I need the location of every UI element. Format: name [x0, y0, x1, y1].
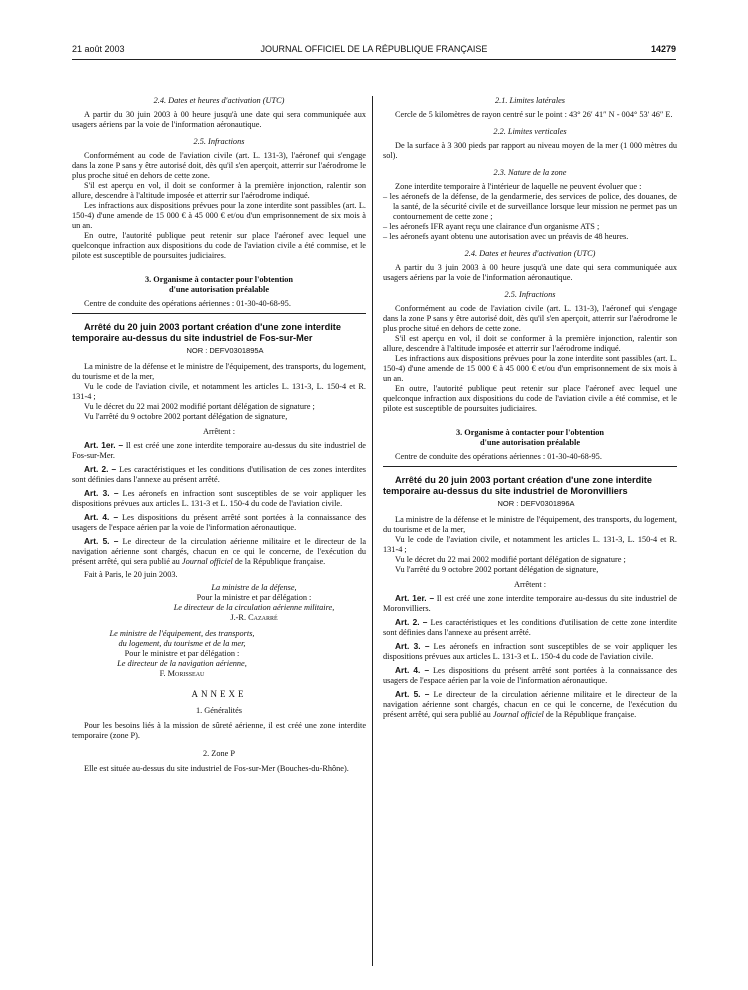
article-label: Art. 4. – [84, 512, 119, 522]
article-text: Les caractéristiques et les conditions d'utilisation de cette zone interdite sont définies dans l'annexe au présent arrêté. [383, 618, 677, 637]
list-item: – les aéronefs de la défense, de la gendarmerie, des services de police, des douanes, de la santé, de la sécurité civile et de surveillance lorsque leur mission ne permet pas un contournement de cette zone ; [383, 192, 677, 221]
article-4 [72, 512, 366, 533]
paragraph: Zone interdite temporaire à l'intérieur de laquelle ne peuvent évoluer que : [395, 182, 642, 191]
paragraph: Conformément au code de l'aviation civile (art. L. 131-3), l'aéronef qui s'engage dans la zone P sans y être autorisé doit, dès qu'il s'en aperçoit, atterrir sur l'aérodrome le plus proche situé en dehors de cette zone. [383, 304, 677, 333]
section-title: 2.5. Infractions [504, 290, 556, 299]
article-5 [72, 536, 366, 567]
header-journal-title: JOURNAL OFFICIEL DE LA RÉPUBLIQUE FRANÇAISE [260, 44, 488, 54]
arretent: Arrêtent : [202, 427, 236, 436]
article-label: Art. 2. – [84, 464, 117, 474]
signatory-title: Le ministre de l'équipement, des transports, [109, 629, 255, 638]
arrete-separator [383, 466, 677, 467]
paragraph: S'il est aperçu en vol, il doit se conformer à la première injonction, ralentir son allure, descendre à l'altitude imposée et atterrir sur l'aérodrome indiqué. [72, 181, 366, 200]
section-title: 3. Organisme à contacter pour l'obtention [455, 428, 605, 437]
header-date: 21 août 2003 [72, 44, 125, 54]
article-2 [72, 464, 366, 485]
section-title: 1. Généralités [195, 706, 243, 715]
paragraph: De la surface à 3 300 pieds par rapport au niveau moyen de la mer (1 000 mètres du sol). [383, 141, 677, 160]
paragraph: Vu le code de l'aviation civile, et notamment les articles L. 131-3, L. 150-4 et R. 131-4 ; [72, 382, 366, 401]
section-title: 2.4. Dates et heures d'activation (UTC) [153, 96, 285, 105]
article-1 [72, 440, 366, 461]
signatory-name: F. Morisseau [159, 669, 205, 678]
annexe-heading: ANNEXE [191, 689, 247, 699]
article-label: Art. 3. – [395, 641, 430, 651]
article-label: Art. 5. – [395, 689, 430, 699]
paragraph: Cercle de 5 kilomètres de rayon centré sur le point : 43° 26′ 41″ N - 004° 53′ 46″ E. [395, 110, 673, 119]
article-text: Le directeur de la circulation aérienne militaire et le directeur de la navigation aérienne sont chargés, chacun en ce qui le concerne, de l'exécution du présent arrêté, qui sera publié au [72, 537, 367, 566]
article-text: Les dispositions du présent arrêté sont portées à la connaissance des usagers de l'espace aérien par la voie de l'information aéronautique. [383, 666, 677, 685]
section-title: 2.5. Infractions [193, 137, 245, 146]
paragraph: Conformément au code de l'aviation civile (art. L. 131-3), l'aéronef qui s'engage dans la zone P sans y être autorisé doit, dès qu'il s'en aperçoit, atterrir sur l'aérodrome le plus proche situé en dehors de cette zone. [72, 151, 366, 180]
paragraph: Vu le décret du 22 mai 2002 modifié portant délégation de signature ; [84, 402, 315, 411]
section-title: 2.4. Dates et heures d'activation (UTC) [464, 249, 596, 258]
paragraph: Les infractions aux dispositions prévues pour la zone interdite sont passibles (art. L. 150-4) d'une amende de 15 000 € à 45 000 € et/ou d'un emprisonnement de six mois à un an. [72, 201, 366, 230]
paragraph: Vu l'arrêté du 9 octobre 2002 portant délégation de signature, [395, 565, 599, 574]
article-3 [383, 641, 677, 662]
column-divider [372, 96, 373, 966]
section-title: 3. Organisme à contacter pour l'obtention [144, 275, 294, 284]
paragraph: A partir du 3 juin 2003 à 00 heure jusqu'à une date qui sera communiquée aux usagers aériens par la voie de l'information aéronautique. [383, 263, 677, 282]
signatory-title: Le directeur de la circulation aérienne militaire, [173, 603, 335, 612]
paragraph: A partir du 30 juin 2003 à 00 heure jusqu'à une date qui sera communiquée aux usagers aériens par la voie de l'information aéronautique. [72, 110, 366, 129]
journal-name: Journal officiel [181, 557, 233, 566]
arretent: Arrêtent : [513, 580, 547, 589]
authorized-aircraft-list [383, 192, 677, 242]
article-label: Art. 5. – [84, 536, 119, 546]
signatory-title: du logement, du tourisme et de la mer, [118, 639, 246, 648]
arrete-title: Arrêté du 20 juin 2003 portant création d'une zone interdite temporaire au-dessus du site industriel de Moronvilliers [383, 475, 652, 496]
article-text: Il est créé une zone interdite temporaire au-dessus du site industriel de Moronvilliers. [383, 594, 677, 613]
section-title: d'une autorisation préalable [168, 285, 270, 294]
section-title: 2. Zone P [202, 749, 236, 758]
article-text: de la République française. [234, 557, 326, 566]
paragraph: En outre, l'autorité publique peut retenir sur place l'aéronef avec lequel une quelconque infraction aux dispositions du code de l'aviation civile a été commise, et le pilote est susceptible de poursuites judiciaires. [383, 384, 677, 413]
article-label: Art. 1er. – [395, 593, 435, 603]
article-text: Les aéronefs en infraction sont susceptibles de se voir appliquer les dispositions prévues aux articles L. 131-3 et L. 150-4 du code de l'aviation civile. [72, 489, 366, 508]
signatory-name: J.-R. Cazarré [230, 613, 278, 622]
paragraph: Centre de conduite des opérations aériennes : 01-30-40-68-95. [395, 452, 602, 461]
paragraph: Pour les besoins liés à la mission de sûreté aérienne, il est créé une zone interdite temporaire (zone P). [72, 721, 366, 740]
article-label: Art. 4. – [395, 665, 430, 675]
left-column [72, 96, 366, 774]
article-text: Les dispositions du présent arrêté sont portées à la connaissance des usagers de l'espace aérien par la voie de l'information aéronautique. [72, 513, 366, 532]
article-2 [383, 617, 677, 638]
signatory-delegation: Pour le ministre et par délégation : [124, 649, 240, 658]
arrete-title: Arrêté du 20 juin 2003 portant création d'une zone interdite temporaire au-dessus du site industriel de Fos-sur-Mer [72, 322, 341, 343]
paragraph: Vu l'arrêté du 9 octobre 2002 portant délégation de signature, [84, 412, 288, 421]
article-5 [383, 689, 677, 720]
list-item: – les aéronefs IFR ayant reçu une clairance d'un organisme ATS ; [383, 222, 600, 231]
section-title: 2.2. Limites verticales [493, 127, 567, 136]
article-text: Les caractéristiques et les conditions d'utilisation de ces zones interdites sont définies dans l'annexe au présent arrêté. [72, 465, 367, 484]
paragraph: La ministre de la défense et le ministre de l'équipement, des transports, du logement, du tourisme et de la mer, [383, 515, 677, 534]
paragraph: Elle est située au-dessus du site industriel de Fos-sur-Mer (Bouches-du-Rhône). [84, 764, 349, 773]
paragraph: En outre, l'autorité publique peut retenir sur place l'aéronef avec lequel une quelconque infraction aux dispositions du code de l'aviation civile a été commise, et le pilote est susceptible de poursuites judiciaires. [72, 231, 366, 260]
paragraph: Vu le code de l'aviation civile, et notamment les articles L. 131-3, L. 150-4 et R. 131-4 ; [383, 535, 677, 554]
header-rule [72, 59, 676, 60]
section-title: 2.3. Nature de la zone [493, 168, 567, 177]
signatory-title: Le directeur de la navigation aérienne, [117, 659, 247, 668]
article-1 [383, 593, 677, 614]
signing-place-date: Fait à Paris, le 20 juin 2003. [84, 570, 178, 579]
article-text: Il est créé une zone interdite temporaire au-dessus du site industriel de Fos-sur-Mer. [72, 441, 366, 460]
nor-reference: NOR : DEFV0301896A [497, 499, 575, 508]
right-column [383, 96, 677, 720]
article-text: Le directeur de la circulation aérienne militaire et le directeur de la navigation aérienne sont chargés, chacun en ce qui le concerne, de l'exécution du présent arrêté, qui sera publié au [383, 690, 678, 719]
section-title: d'une autorisation préalable [479, 438, 581, 447]
article-text: Les aéronefs en infraction sont susceptibles de se voir appliquer les dispositions prévues aux articles L. 131-3 et L. 150-4 du code de l'aviation civile. [383, 642, 677, 661]
article-4 [383, 665, 677, 686]
paragraph: Les infractions aux dispositions prévues pour la zone interdite sont passibles (art. L. 150-4) d'une amende de 15 000 € à 45 000 € et/ou d'un emprisonnement de six mois à un an. [383, 354, 677, 383]
signatory-delegation: Pour la ministre et par délégation : [196, 593, 312, 602]
journal-name: Journal officiel [492, 710, 544, 719]
paragraph: La ministre de la défense et le ministre de l'équipement, des transports, du logement, du tourisme et de la mer, [72, 362, 366, 381]
article-text: de la République française. [545, 710, 637, 719]
arrete-separator [72, 313, 366, 314]
paragraph: Centre de conduite des opérations aériennes : 01-30-40-68-95. [84, 299, 291, 308]
paragraph: Vu le décret du 22 mai 2002 modifié portant délégation de signature ; [395, 555, 626, 564]
list-item: – les aéronefs ayant obtenu une autorisation avec un préavis de 48 heures. [383, 232, 629, 241]
article-label: Art. 3. – [84, 488, 119, 498]
signatory-title: La ministre de la défense, [211, 583, 297, 592]
article-label: Art. 1er. – [84, 440, 124, 450]
section-title: 2.1. Limites latérales [494, 96, 566, 105]
article-3 [72, 488, 366, 509]
header-page-number: 14279 [650, 44, 676, 54]
nor-reference: NOR : DEFV0301895A [186, 346, 264, 355]
article-label: Art. 2. – [395, 617, 428, 627]
paragraph: S'il est aperçu en vol, il doit se conformer à la première injonction, ralentir son allure, descendre à l'altitude imposée et atterrir sur l'aérodrome indiqué. [383, 334, 677, 353]
